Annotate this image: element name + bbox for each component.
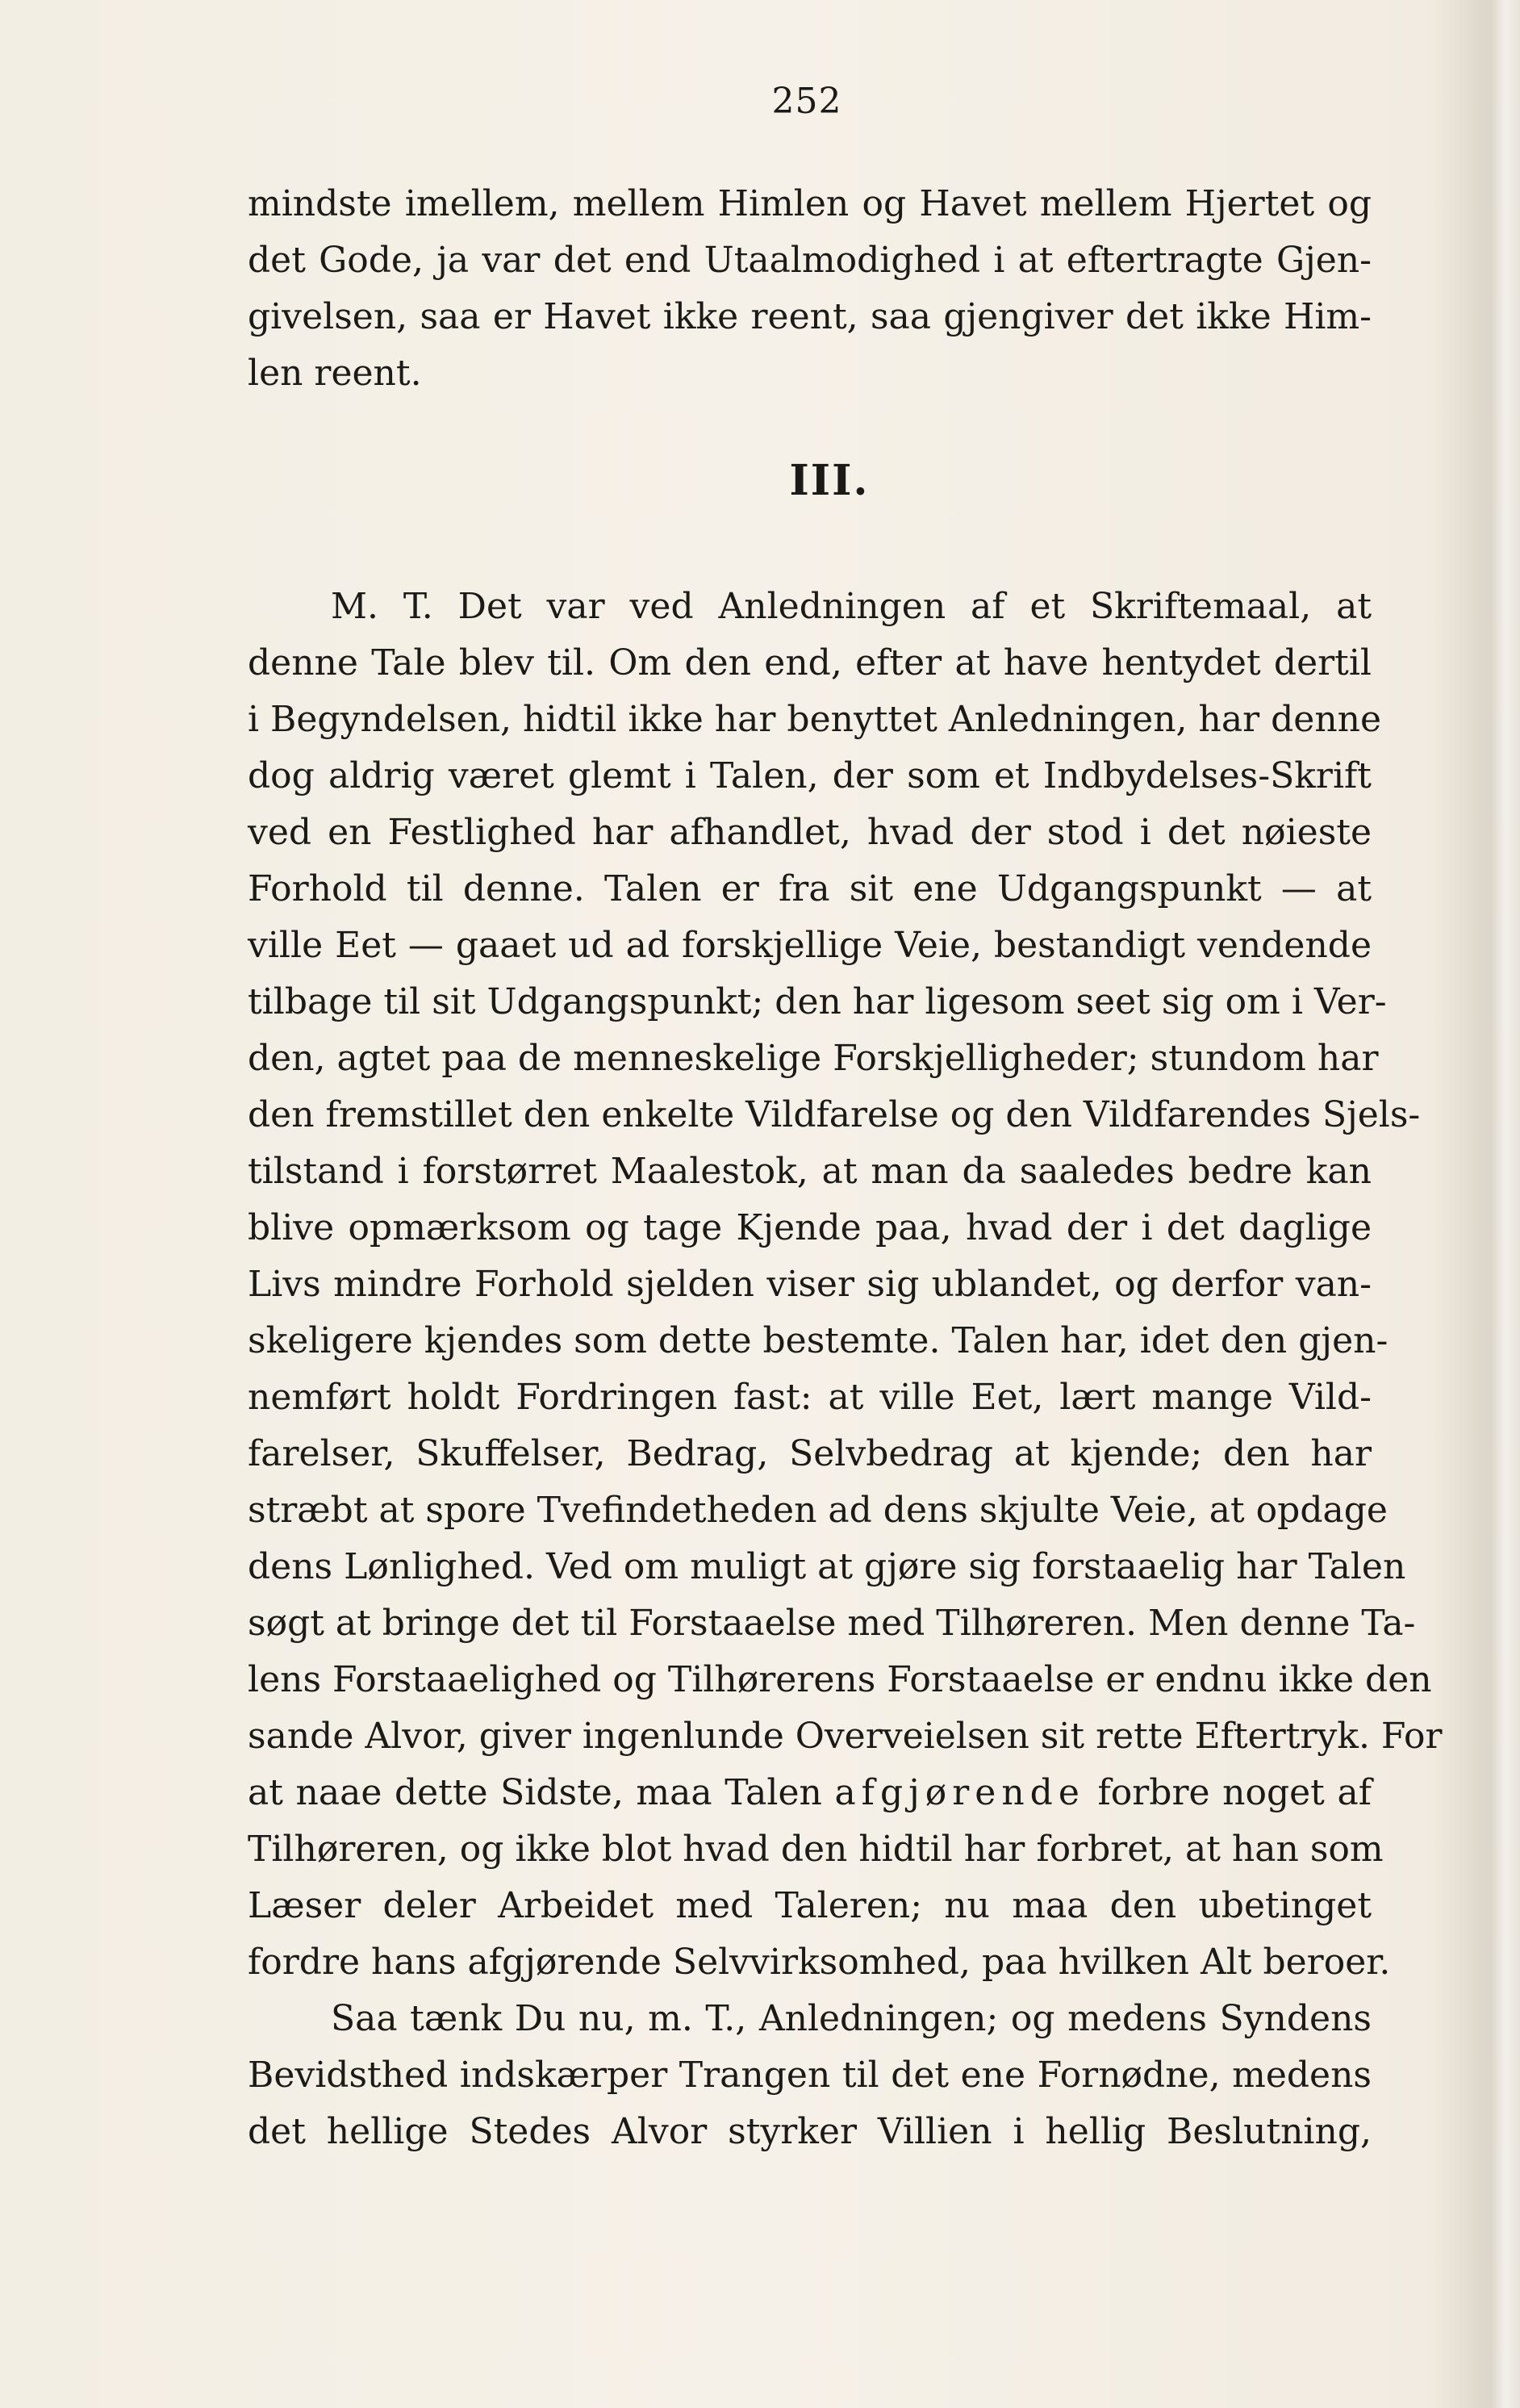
text-line: dens Lønlighed. Ved om muligt at gjøre sig forstaaelig har Talen	[248, 1546, 1406, 1587]
text-line: Forhold til denne. Talen er fra sit ene Udgangspunkt — at	[248, 868, 1372, 909]
text-line: Bevidsthed indskærper Trangen til det ene Fornødne, medens	[248, 2055, 1372, 2096]
text-line: nemført holdt Fordringen fast: at ville Eet, lært mange Vild-	[248, 1377, 1372, 1418]
line-suffix: forbre noget af	[1097, 1772, 1372, 1813]
text-line: Læser deler Arbeidet med Taleren; nu maa den ubetinget	[248, 1885, 1372, 1926]
text-line: M. T. Det var ved Anledningen af et Skriftemaal, at	[331, 586, 1372, 627]
text-line: skeligere kjendes som dette bestemte. Talen har, idet den gjen-	[248, 1320, 1388, 1361]
text-line: stræbt at spore Tvefindetheden ad dens skjulte Veie, at opdage	[248, 1490, 1388, 1531]
section-heading: III.	[789, 456, 870, 505]
text-line: len reent.	[248, 353, 422, 394]
text-line: ville Eet — gaaet ud ad forskjellige Veie, bestandigt vendende	[248, 925, 1372, 966]
text-line: denne Tale blev til. Om den end, efter at have hentydet dertil	[248, 642, 1372, 684]
text-line: farelser, Skuffelser, Bedrag, Selvbedrag at kjende; den har	[248, 1433, 1372, 1474]
text-line: tilbage til sit Udgangspunkt; den har ligesom seet sig om i Ver-	[248, 981, 1387, 1022]
text-line: blive opmærksom og tage Kjende paa, hvad der i det daglige	[248, 1207, 1372, 1248]
page-number: 252	[771, 81, 842, 122]
text-line: det Gode, ja var det end Utaalmodighed i at eftertragte Gjen-	[248, 240, 1372, 281]
text-line: dog aldrig været glemt i Talen, der som et Indbydelses-Skrift	[248, 755, 1372, 796]
text-line: søgt at bringe det til Forstaaelse med Tilhøreren. Men denne Ta-	[248, 1603, 1416, 1644]
text-line: sande Alvor, giver ingenlunde Overveielsen sit rette Eftertryk. For	[248, 1716, 1443, 1757]
text-line: Livs mindre Forhold sjelden viser sig ublandet, og derfor van-	[248, 1264, 1372, 1305]
text-line: i Begyndelsen, hidtil ikke har benyttet Anledningen, har denne	[248, 699, 1382, 740]
page-edge	[1472, 0, 1520, 2408]
text-line: Tilhøreren, og ikke blot hvad den hidtil har forbret, at han som	[248, 1829, 1384, 1870]
line-prefix: at naae dette Sidste, maa Talen	[248, 1772, 822, 1813]
text-line: lens Forstaaelighed og Tilhørerens Forstaaelse er endnu ikke den	[248, 1659, 1432, 1700]
text-line: den, agtet paa de menneskelige Forskjelligheder; stundom har	[248, 1038, 1379, 1079]
text-line: givelsen, saa er Havet ikke reent, saa gjengiver det ikke Him-	[248, 296, 1372, 337]
text-line: fordre hans afgjørende Selvvirksomhed, paa hvilken Alt beroer.	[248, 1942, 1391, 1983]
text-line: tilstand i forstørret Maalestok, at man da saaledes bedre kan	[248, 1151, 1372, 1192]
text-line-with-spaced-word	[248, 1765, 1372, 1821]
spaced-emphasis: afgjørende	[834, 1772, 1085, 1813]
text-line: det hellige Stedes Alvor styrker Villien i hellig Beslutning,	[248, 2111, 1372, 2152]
text-line: ved en Festlighed har afhandlet, hvad der stod i det nøieste	[248, 812, 1372, 853]
text-line: den fremstillet den enkelte Vildfarelse og den Vildfarendes Sjels-	[248, 1094, 1421, 1135]
text-line: mindste imellem, mellem Himlen og Havet mellem Hjertet og	[248, 183, 1372, 224]
text-line: Saa tænk Du nu, m. T., Anledningen; og medens Syndens	[331, 1998, 1372, 2039]
